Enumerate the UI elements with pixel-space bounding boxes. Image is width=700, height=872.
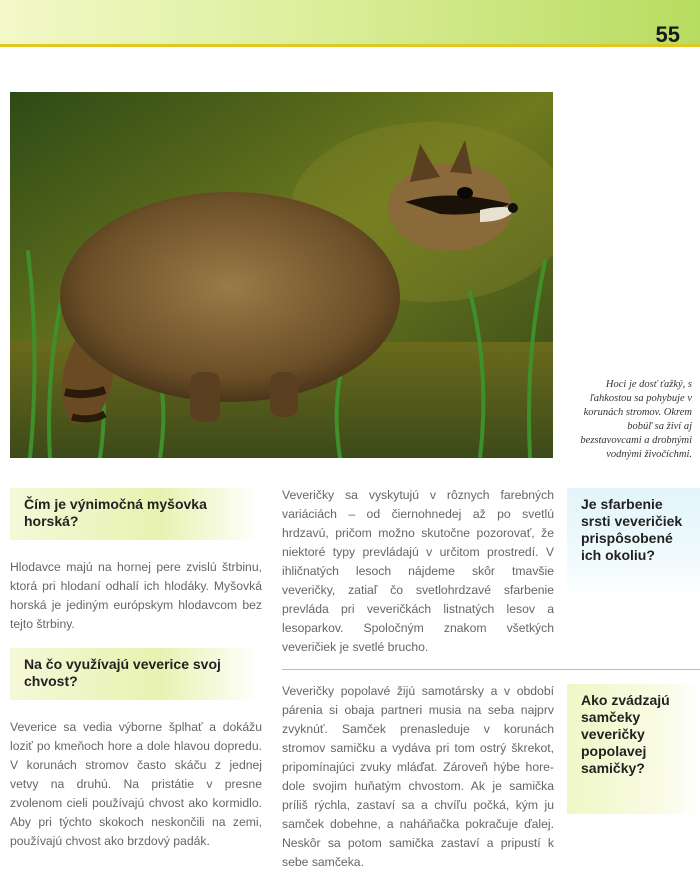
photo-caption: Hoci je dosť ťažký, s ľahkostou sa pohybuje v korunách stromov. Okrem bobúľ sa živí aj bezstavovcami a drobnými vodnými živočíchmi.: [580, 379, 692, 460]
answer-chvost: Veverice sa vedia výborne šplhať a dokážu loziť po kmeňoch hore a dole hlavou dopredu. V korunách stromov často skáču z jednej vetvy na druhú. Na pristátie v presne zvolenom cieli používajú chvost ako kormidlo. Aby pri týchto skokoch neskončili na zemi, používajú chvost ako brzdový padák.: [10, 720, 262, 848]
question-mysovka: Čím je výnimočná myšovka horská?: [24, 496, 207, 529]
text-sfarbenie: Veveričky sa vyskytujú v rôznych farebných variáciách – od čiernohnedej až po svetlú hrdzavú, pričom možno skutočne pozorovať, že niektoré typy prevládajú v určitom prostredí. V ihličnatých lesoch nájdeme skôr tmavšie veveričky, zatiaľ čo svetlohrdzavé sfarbenie prevláda pri veveričkách listnatých lesov a lesoparkov. Spoločným znakom všetkých veveričiek je svetlé brucho.: [282, 488, 554, 654]
header-bar: [0, 0, 700, 44]
page-number: 55: [655, 22, 680, 47]
question-box-sfarbenie: [567, 488, 700, 598]
text-zvadzanie: Veveričky popolavé žijú samotársky a v období párenia si obaja partneri musia na seba najprv zvyknúť. Samček prenasleduje v korunách stromov samičku a vydáva pri tom ostrý škrekot, pripomínajúci zvuky mláďat. Zároveň hýbe hore-dole svojim huňatým chvostom. Ak je samička príliš rýchla, zastaví sa a chvíľu počká, kým ju samček dobehne, a naháňačka pokračuje ďalej. Neskôr sa potom samička zastaví a pripustí k sebe samčeka.: [282, 684, 554, 869]
answer-mysovka: Hlodavce majú na hornej pere zvislú štrbinu, ktorá pri hlodaní odhalí ich hlodáky. Myšovká horská je jediným európskym hlodavcom bez tejto štrbiny.: [10, 560, 262, 631]
question-zvadzanie: Ako zvádzajú samčeky veveričky popolavej samičky?: [581, 692, 670, 776]
question-sfarbenie: Je sfarbenie srsti veveričiek prispôsobené ich okoliu?: [581, 496, 683, 563]
question-chvost: Na čo využívajú veverice svoj chvost?: [24, 656, 221, 689]
section-divider: [282, 669, 700, 670]
raccoon-photo: [10, 92, 553, 458]
question-box-mysovka: [10, 488, 260, 540]
question-box-chvost: [10, 648, 260, 700]
header-accent-line: [0, 44, 700, 47]
question-box-zvadzanie: [567, 684, 700, 814]
raccoon-illustration: [10, 92, 553, 458]
